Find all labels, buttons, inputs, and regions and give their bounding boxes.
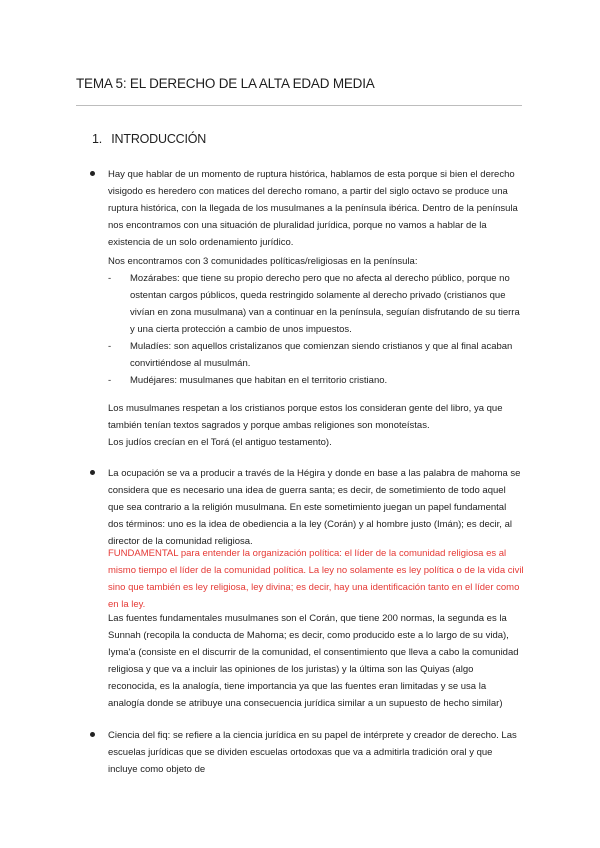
community-mudejares: Mudéjares: musulmanes que habitan en el territorio cristiano. [130,375,388,386]
respect-block [108,400,524,451]
sources-text: Las fuentes fundamentales musulmanes son el Corán, que tiene 200 normas, la segunda es la Sunnah (recopila la conducta de Mahoma; es decir, como producido este a lo largo de su vida), Iyma'a (consiste en el discurrir de la comunidad, el consentimiento que lleva a cabo la comunidad religiosa y que va a incluir las opiniones de los juristas) y la última son las Quiyas (algo reconocida, es la analogía, tiene importancia ya que las fuentes eran limitadas y se usa la analogía donde se atribuye una consecuencia jurídica similar a un supuesto de hecho similar) [108,613,519,709]
title-divider [76,105,522,106]
community-muladies: Muladíes: son aquellos cristalizanos que comienzan siendo cristianos y que al final acaban convirtiéndose al musulmán. [130,341,513,369]
community-mozarabes: Mozárabes: que tiene su propio derecho pero que no afecta al derecho público, porque no ostentan cargos públicos, queda restringido solamente al derecho privado (cristianos que vivían en zona musulmana) van a continuar en la península, seguían disfrutando de su tierra y una cierta protección a cambio de unos impuestos. [130,273,520,335]
bullet-dot-icon [90,171,95,176]
list-item [108,338,524,372]
bullet-1-text: Hay que hablar de un momento de ruptura histórica, hablamos de esta porque si bien el derecho visigodo es heredero con matices del derecho romano, a partir del siglo octavo se produce una ruptura histórica, con la llegada de los musulmanes a la península ibérica. Dentro de la península nos encontramos con una situación de pluralidad jurídica, porque no vamos a hablar de la existencia de un solo ordenamiento jurídico. [108,169,518,248]
bullet-paragraph-1 [108,166,524,251]
respect-line-1: Los musulmanes respetan a los cristianos porque estos los consideran gente del libro, ya que también tenían textos sagrados y porque ambas religiones son monoteístas. [108,403,503,431]
bullet-paragraph-2 [108,465,524,550]
fundamental-block [108,545,524,613]
section-title: INTRODUCCIÓN [111,132,207,146]
communities-block [108,253,524,389]
respect-line-2: Los judíos crecían en el Torá (el antiguo testamento). [108,437,332,448]
list-item [108,270,524,338]
communities-list [108,270,524,389]
sources-block [108,610,524,712]
bullet-dot-icon [90,732,95,737]
dash-icon: - [108,341,112,352]
communities-intro: Nos encontramos con 3 comunidades políticas/religiosas en la península: [108,256,418,267]
list-item [108,372,524,389]
bullet-2-text: La ocupación se va a producir a través de la Hégira y donde en base a las palabra de mahoma se considera que es necesario una idea de guerra santa; es decir, de sometimiento de todo aquel que sea contrario a la religión musulmana. En este sometimiento juegan un papel fundamental dos términos: uno es la idea de obediencia a la ley (Corán) y al hombre justo (Imán); es decir, al director de la comunidad religiosa. [108,468,521,547]
section-heading [92,132,206,146]
bullet-dot-icon [90,470,95,475]
dash-icon: - [108,375,112,386]
bullet-3-text: Ciencia del fiq: se refiere a la ciencia jurídica en su papel de intérprete y creador de derecho. Las escuelas jurídicas que se dividen escuelas ortodoxas que va a admitirla tradición oral y que incluye como objeto de [108,730,517,775]
fundamental-text: FUNDAMENTAL para entender la organización política: el líder de la comunidad religiosa es al mismo tiempo el líder de la comunidad política. La ley no solamente es ley política o de la vida civil sino que también es ley religiosa, ley divina; es decir, hay una identificación tanto en el líder como en la ley. [108,548,524,610]
section-number: 1. [92,132,103,146]
page-title: TEMA 5: EL DERECHO DE LA ALTA EDAD MEDIA [76,76,375,91]
dash-icon: - [108,273,112,284]
bullet-paragraph-3 [108,727,524,778]
